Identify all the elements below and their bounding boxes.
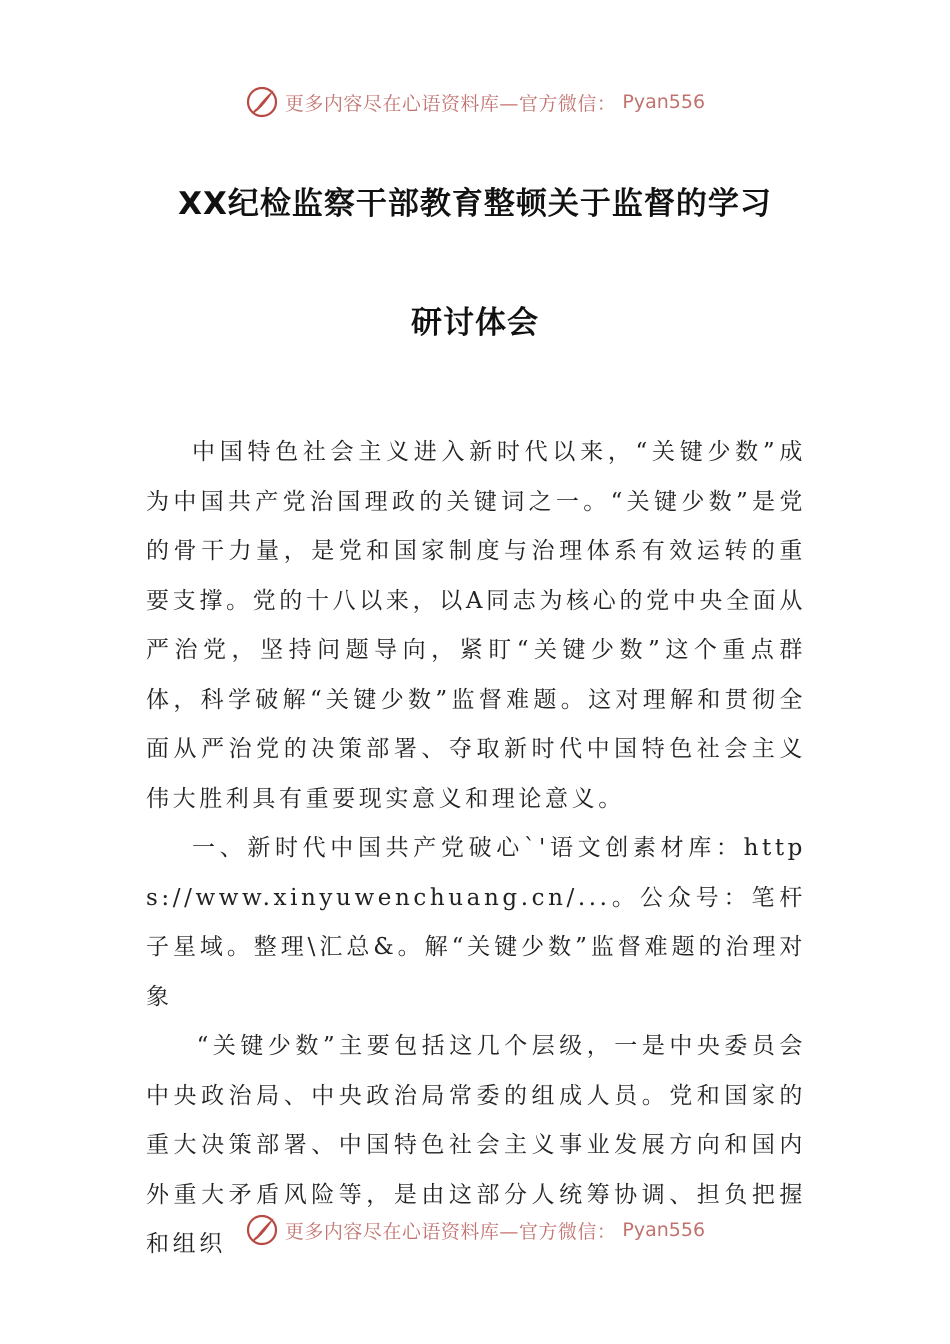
watermark-text: 更多内容尽在心语资料库—官方微信： <box>284 92 617 115</box>
document-body <box>146 428 806 1270</box>
paragraph-1: 中国特色社会主义进入新时代以来，“关键少数”成为中国共产党治国理政的关键词之一。“关键少数”是党的骨干力量，是党和国家制度与治理体系有效运转的重要支撑。党的十八以来，以A同志为核心的党中央全面从严治党，坚持问题导向，紧盯“关键少数”这个重点群体，科学破解“关键少数”监督难题。这对理解和贯彻全面从严治党的决策部署、夺取新时代中国特色社会主义伟大胜利具有重要现实意义和理论意义。 <box>146 439 806 812</box>
quill-logo-icon <box>245 1213 279 1247</box>
quill-logo-icon <box>245 85 279 119</box>
watermark-text: 更多内容尽在心语资料库—官方微信： <box>284 1220 617 1243</box>
document-title-line-1: XX纪检监察干部教育整顿关于监督的学习 <box>178 186 772 222</box>
watermark-wechat-id: Pyan556 <box>622 1219 706 1241</box>
watermark-banner-bottom <box>0 1210 950 1250</box>
document-title-line-2: 研讨体会 <box>411 305 539 341</box>
watermark-wechat-id: Pyan556 <box>622 91 706 113</box>
watermark-banner-top <box>0 82 950 122</box>
paragraph-3: “关键少数”主要包括这几个层级，一是中央委员会中央政治局、中央政治局常委的组成人员。党和国家的重大决策部署、中国特色社会主义事业发展方向和国内外重大矛盾风险等，是由这部分人统筹协调、担负把握和组织 <box>146 1033 806 1257</box>
paragraph-2: 一、新时代中国共产党破心`'语文创素材库：https://www.xinyuwenchuang.cn/...。公众号：笔杆子星域。整理\汇总&。解“关键少数”监督难题的治理对象 <box>146 835 806 1010</box>
